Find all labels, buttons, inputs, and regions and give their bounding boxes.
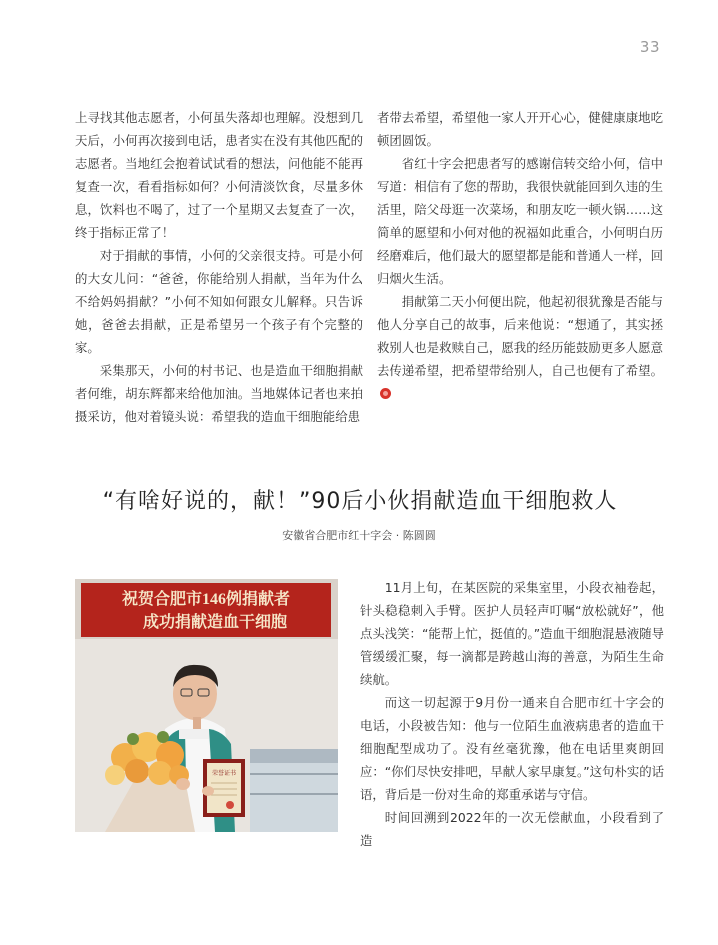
article-photo [75,579,338,832]
donor-photo-illustration [75,579,338,832]
paragraph: 者带去希望，希望他一家人开开心心，健健康康地吃顿团圆饭。 [377,110,663,148]
article-end-mark-icon [380,388,391,399]
article-column-top-left [75,106,363,428]
paragraph: 11月上旬，在某医院的采集室里，小段衣袖卷起，针头稳稳刺入手臂。医护人员轻声叮嘱“放松就好”，他点头浅笑：“能帮上忙，挺值的。”造血干细胞混悬液随导管缓缓汇聚，每一滴都是跨越山海的善意，为陌生生命续航。 [360,580,665,687]
paragraph-text: 捐献第二天小何便出院，他起初很犹豫是否能与他人分享自己的故事，后来他说：“想通了，其实拯救别人也是救赎自己，愿我的经历能鼓励更多人愿意去传递希望，把希望带给别人，自己也便有了希望。 [377,294,663,378]
paragraph: 采集那天，小何的村书记、也是造血干细胞捐献者何维，胡东辉都来给他加油。当地媒体记者也来拍摄采访，他对着镜头说：希望我的造血干细胞能给患 [75,363,363,424]
paragraph: 时间回溯到2022年的一次无偿献血，小段看到了造 [360,810,664,848]
article-column-bottom-right [360,576,664,852]
page-number: 33 [639,38,660,56]
article-title: “有啥好说的，献！”90后小伙捐献造血干细胞救人 [102,489,618,514]
paragraph: 而这一切起源于9月份一通来自合肥市红十字会的电话，小段被告知：他与一位陌生血液病患者的造血干细胞配型成功了。没有丝毫犹豫，他在电话里爽朗回应：“你们尽快安排吧，早献人家早康复。”这句朴实的话语，背后是一份对生命的郑重承诺与守信。 [360,695,665,802]
paragraph [377,290,663,405]
certificate-text: 荣誉证书 [211,771,237,777]
article-column-top-right [377,106,663,405]
paragraph: 对于捐献的事情，小何的父亲很支持。可是小何的大女儿问：“爸爸，你能给别人捐献，当年为什么不给妈妈捐献？”小何不知如何跟女儿解释。只告诉她，爸爸去捐献，正是希望另一个孩子有个完整的家。 [75,248,363,355]
byline: 安徽省合肥市红十字会 · 陈圆圆 [282,529,436,542]
paragraph: 省红十字会把患者写的感谢信转交给小何，信中写道：相信有了您的帮助，我很快就能回到久违的生活里，陪父母逛一次菜场，和朋友吃一顿火锅……这简单的愿望和小何对他的祝福如此重合，小何明白历经磨难后，他们最大的愿望都是能和普通人一样，回归烟火生活。 [377,156,663,286]
paragraph: 上寻找其他志愿者，小何虽失落却也理解。没想到几天后，小何再次接到电话，患者实在没有其他匹配的志愿者。当地红会抱着试试看的想法，问他能不能再复查一次，看看指标如何？小何清淡饮食，尽量多休息，饮料也不喝了，过了一个星期又去复查了一次，终于指标正常了！ [75,110,363,240]
banner-line-1: 祝贺合肥市146例捐献者 [121,591,291,608]
banner-line-2: 成功捐献造血干细胞 [142,614,288,631]
